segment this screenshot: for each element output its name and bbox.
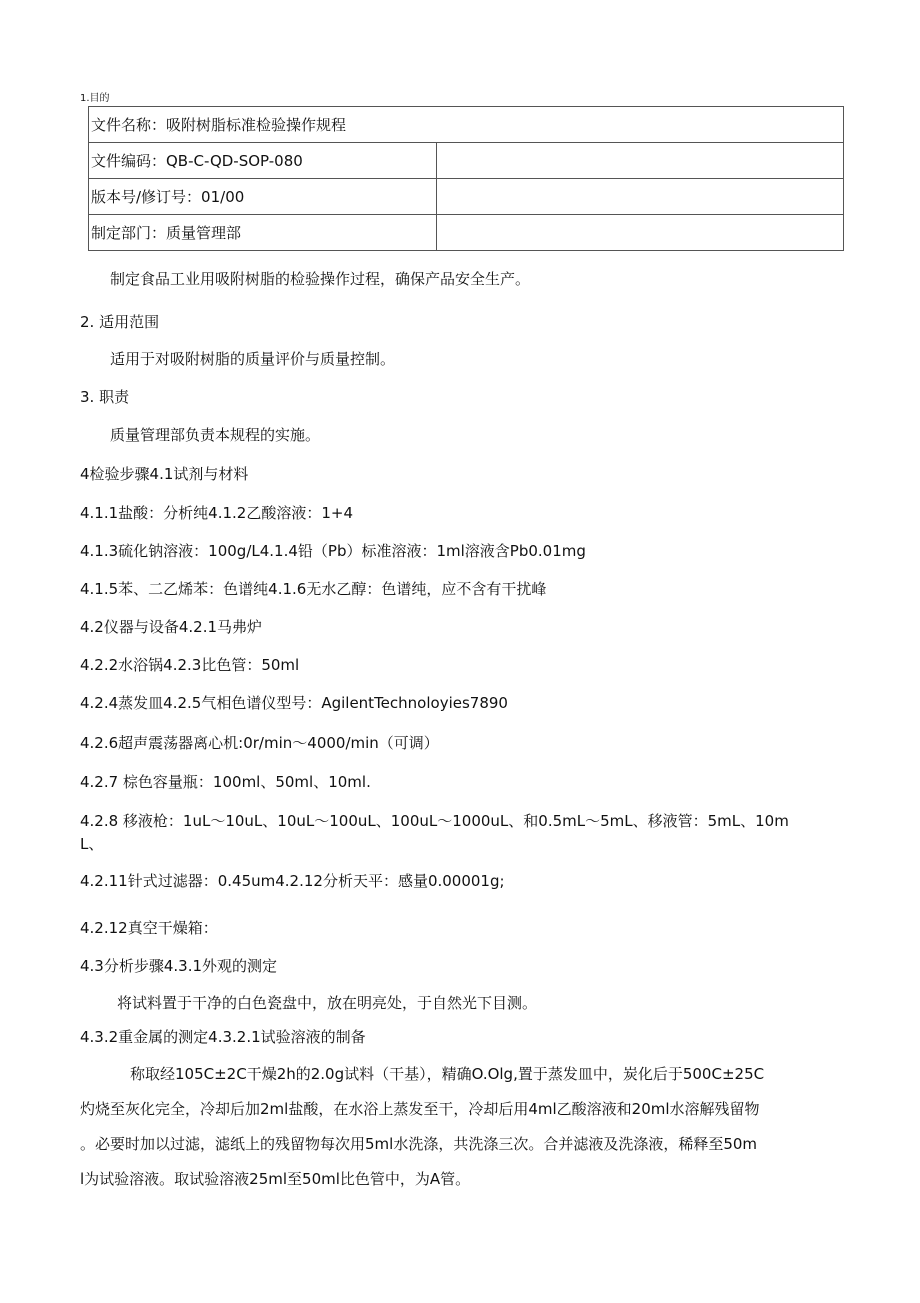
item-4-2-8: 4.2.8 移液枪：1uL～10uL、10uL～100uL、100uL～1000uL、和0.5mL～5mL、移液管：5mL、10m (80, 812, 789, 830)
section-4-3-title: 4.3分析步骤4.3.1外观的测定 (80, 957, 278, 975)
meta-row-department (89, 215, 844, 251)
section-4-title: 4检验步骤4.1试剂与材料 (80, 465, 249, 483)
section-3-text: 质量管理部负责本规程的实施。 (110, 426, 321, 444)
version-blank-cell (437, 179, 844, 215)
procedure-line-1: 称取经105C±2C干燥2h的2.0g试料（干基），精确O.Olg,置于蒸发皿中，炭化后于500C±25C (130, 1065, 765, 1083)
item-4-2-8-continued: L、 (80, 835, 104, 853)
section-2-title: 2. 适用范围 (80, 313, 160, 331)
procedure-line-3: 。必要时加以过滤，滤纸上的残留物每次用5ml水洗涤，共洗涤三次。合并滤液及洗涤液，稀释至50m (80, 1135, 758, 1153)
meta-row-version (89, 179, 844, 215)
section-4-3-2-title: 4.3.2重金属的测定4.3.2.1试验溶液的制备 (80, 1028, 366, 1046)
file-name-cell: 文件名称：吸附树脂标准检验操作规程 (89, 107, 844, 143)
procedure-line-4: l为试验溶液。取试验溶液25ml至50ml比色管中，为A管。 (80, 1170, 471, 1188)
item-4-2-11: 4.2.11针式过滤器：0.45um4.2.12分析天平：感量0.00001g; (80, 872, 505, 890)
section-1-label: 1.目的 (80, 93, 110, 104)
item-4-2-12: 4.2.12真空干燥箱： (80, 919, 218, 937)
item-4-2-6: 4.2.6超声震荡器离心机:0r/min～4000/min（可调） (80, 734, 439, 752)
department-cell: 制定部门：质量管理部 (89, 215, 437, 251)
file-code-cell: 文件编码：QB-C-QD-SOP-080 (89, 143, 437, 179)
item-4-1-1: 4.1.1盐酸：分析纯4.1.2乙酸溶液：1+4 (80, 504, 353, 522)
item-4-2-7: 4.2.7 棕色容量瓶：100ml、50ml、10ml. (80, 773, 371, 791)
item-4-1-5: 4.1.5苯、二乙烯苯：色谱纯4.1.6无水乙醇：色谱纯，应不含有干扰峰 (80, 580, 547, 598)
section-3-title: 3. 职责 (80, 388, 130, 406)
procedure-line-2: 灼烧至灰化完全，冷却后加2ml盐酸，在水浴上蒸发至干，冷却后用4ml乙酸溶液和20ml水溶解残留物 (80, 1100, 760, 1118)
version-cell: 版本号/修订号：01/00 (89, 179, 437, 215)
document-meta-table (88, 106, 844, 251)
department-blank-cell (437, 215, 844, 251)
section-2-text: 适用于对吸附树脂的质量评价与质量控制。 (110, 350, 396, 368)
item-4-1-3: 4.1.3硫化钠溶液：100g/L4.1.4铅（Pb）标准溶液：1ml溶液含Pb0.01mg (80, 542, 586, 560)
item-4-2-2: 4.2.2水浴锅4.2.3比色管：50ml (80, 656, 300, 674)
item-4-2-4: 4.2.4蒸发皿4.2.5气相色谱仪型号：AgilentTechnoloyies7890 (80, 694, 508, 712)
file-code-blank-cell (437, 143, 844, 179)
purpose-text: 制定食品工业用吸附树脂的检验操作过程，确保产品安全生产。 (110, 270, 531, 288)
item-4-3-1-text: 将试料置于干净的白色瓷盘中，放在明亮处，于自然光下目测。 (117, 994, 538, 1012)
meta-row-file-name (89, 107, 844, 143)
meta-row-file-code (89, 143, 844, 179)
section-4-2-title: 4.2仪器与设备4.2.1马弗炉 (80, 618, 263, 636)
